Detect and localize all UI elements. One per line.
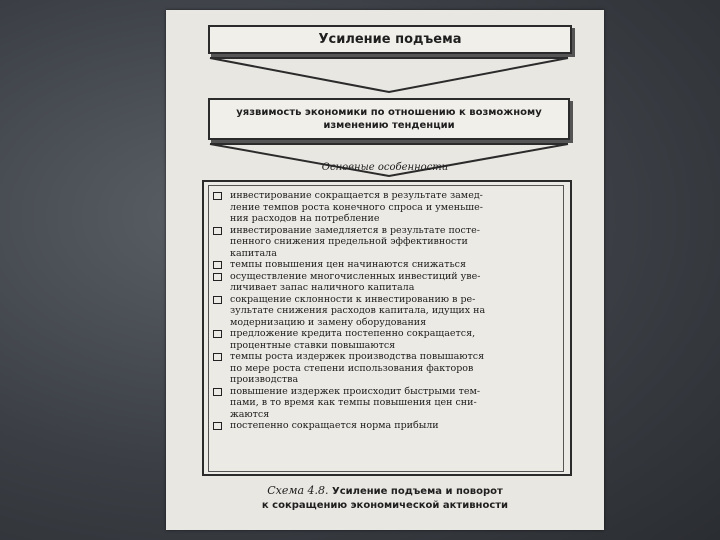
list-item (211, 328, 559, 351)
list-item (211, 351, 559, 386)
header-title: Усиление подъема (318, 32, 462, 47)
checkbox-bullet-icon (213, 273, 222, 281)
features-box (202, 180, 572, 476)
vulnerability-line-1: уязвимость экономики по отношению к возможному (236, 107, 542, 118)
chevron-arrow-1 (208, 56, 570, 98)
list-item-text: повышение издержек происходит быстрыми тем- пами, в то время как темпы повышения цен сни- жаются (230, 385, 481, 420)
checkbox-bullet-icon (213, 422, 222, 430)
list-item (211, 225, 559, 260)
vulnerability-box (208, 98, 570, 140)
list-item-text: темпы повышения цен начинаются снижаться (230, 259, 466, 270)
checkbox-bullet-icon (213, 388, 222, 396)
list-item-text: инвестирование сокращается в результате замед- ление темпов роста конечного спроса и уменьше- ния расходов на потребление (230, 190, 483, 224)
list-item (211, 420, 559, 432)
list-item (211, 259, 559, 271)
list-item (211, 294, 559, 329)
header-box (208, 25, 572, 54)
features-subtitle: Основные особенности (321, 162, 449, 173)
figure-caption (166, 484, 604, 513)
checkbox-bullet-icon (213, 192, 222, 200)
list-item-text: осуществление многочисленных инвестиций уве- личивает запас наличного капитала (230, 270, 481, 293)
caption-label: Схема 4.8. (267, 484, 329, 497)
caption-line-1: Усиление подъема и поворот (332, 486, 503, 497)
document-page (166, 10, 604, 530)
list-item (211, 271, 559, 294)
features-list (208, 185, 564, 472)
checkbox-bullet-icon (213, 353, 222, 361)
list-item-text: постепенно сокращается норма прибыли (230, 420, 439, 431)
list-item-text: инвестирование замедляется в результате посте- пенного снижения предельной эффективности капитала (230, 224, 480, 259)
list-item-text: темпы роста издержек производства повышаются по мере роста степени использования факторов производства (230, 351, 485, 385)
checkbox-bullet-icon (213, 296, 222, 304)
checkbox-bullet-icon (213, 330, 222, 338)
list-item (211, 190, 559, 225)
checkbox-bullet-icon (213, 227, 222, 235)
list-item-text: сокращение склонности к инвестированию в ре- зультате снижения расходов капитала, идущих на модернизацию и замену оборудования (230, 293, 486, 328)
vulnerability-line-2: изменению тенденции (323, 120, 455, 131)
caption-line-2: к сокращению экономической активности (261, 500, 509, 511)
checkbox-bullet-icon (213, 261, 222, 269)
list-item (211, 386, 559, 421)
list-item-text: предложение кредита постепенно сокращается, процентные ставки повышаются (230, 328, 476, 351)
